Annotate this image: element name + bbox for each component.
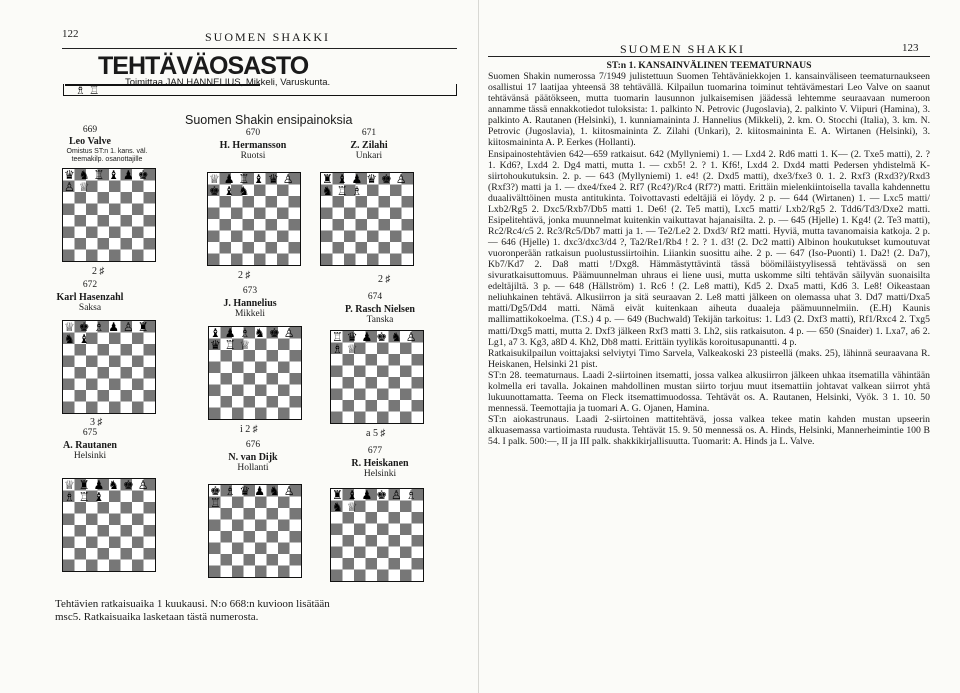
problem-number: 673 <box>242 286 258 296</box>
problem-country: Hollanti <box>237 463 269 473</box>
article-paragraph: ST:n 28. teematurnaus. Laadi 2-siirtoinen itsematti, jossa valkea alkusiirron jälkeen uhkaa itsematilla vähintään kolmella eri tavalla. Jokainen mahdollinen mustan siirto torjuu muut itsemattiin johtavat valkean siirrot yhtä lukuunottamatta. Teema on Fleck itsemattimuodossa. Tehtävät os. A. Rautanen, Helsinki, Vyök. 3 1. 10. 50 mennessä. Teemottajia ja tuomari A. G. Ojanen, Hamina. <box>488 369 930 414</box>
problem-number: 674 <box>367 292 383 302</box>
footer-note-2: msc5. Ratkaisuaika lasketaan tästä numerosta. <box>55 611 259 623</box>
section-title: TEHTÄVÄOSASTO <box>98 52 309 80</box>
problem-author: N. van Dijk <box>228 452 278 463</box>
right-running-head: SUOMEN SHAKKI <box>620 42 746 56</box>
chess-diagram: ♛ ♞ ♖ ♝ ♟ ♚ ♙ ♕ <box>62 168 156 262</box>
problem-number: 669 <box>82 125 98 135</box>
problem-author: H. Hermansson <box>219 140 287 151</box>
page-gutter <box>478 0 479 693</box>
problem-country: Ruotsi <box>240 151 266 161</box>
problem-author: P. Rasch Nielsen <box>345 304 415 315</box>
chess-diagram: ♜ ♝ ♟ ♛ ♚ ♙ ♞ ♖ ♗ <box>320 172 414 266</box>
problem-country: Helsinki <box>73 451 107 461</box>
problem-number: 672 <box>82 280 98 290</box>
right-page-number: 123 <box>902 42 919 54</box>
left-page-number: 122 <box>62 28 79 40</box>
chess-diagram: ♚ ♗ ♛ ♟ ♞ ♙ ♖ <box>208 484 302 578</box>
chess-diagram: ♕ ♟ ♖ ♝ ♛ ♙ ♚ ♝ ♞ <box>207 172 301 266</box>
chess-diagram: ♜ ♝ ♟ ♚ ♙ ♗ ♞ ♕ <box>330 488 424 582</box>
problem-author: Z. Zilahi <box>350 140 388 151</box>
chess-diagram: ♝ ♟ ♗ ♞ ♚ ♙ ♛ ♖ ♕ <box>208 326 302 420</box>
problem-author: R. Heiskanen <box>351 458 409 469</box>
left-running-head: SUOMEN SHAKKI <box>205 30 331 44</box>
problem-country: Unkari <box>355 151 383 161</box>
problem-number: 677 <box>367 446 383 456</box>
chess-diagram: ♕ ♚ ♗ ♟ ♙ ♜ ♞ ♝ <box>62 320 156 414</box>
stipulation: 2 ♯ <box>378 274 391 285</box>
problem-country: Mikkeli <box>234 309 266 319</box>
stipulation: 2 ♯ <box>238 270 251 281</box>
chess-diagram: ♕ ♜ ♟ ♞ ♚ ♙ ♗ ♖ ♝ <box>62 478 156 572</box>
article-paragraph: Suomen Shakin numerossa 7/1949 julistettuun Suomen Tehtäväniekkojen 1. kansainväliseen teematurnaukseen osallistui 17 laatijaa yhteensä 38 tehtävällä. Kilpailun tuomarina toiminut tehtävämestari Leo Valve on saanut tehtävänsä päätökseen, mutta tuomarin lausunnon julkaisemisen jäädessä lehtemme seuraavaan numeroon annamme tässä ennakkotiedot tuloksista: 1. palkinto N. Petrovic (Jugoslavia), 2. palkinto V. Viipuri (Hamina), 3. palkinto A. Rautanen (Helsinki), 1. kunniamaininta J. Hannelius (Mikkeli), 2. km. O. Stocchi (Italia), 3. km. N. Petrovic (Jugoslavia), 1. kiitosmaininta Z. Zilahi (Unkari), 2. kiitosmaininta E. A. Wirtanen (Helsinki), 3. kiitosmaininta A. P. Eerkes (Hollanti). <box>488 71 930 149</box>
stipulation: 2 ♯ <box>92 266 105 277</box>
chess-ornament-icon: ♗ ♖ <box>75 83 100 97</box>
article-paragraph: Ensipainostehtävien 642—659 ratkaisut. 642 (Myllyniemi) 1. — Lxd4 2. Rd6 matti 1. K— (2. Txe5 matti), 2. ? 1. Kd6?, Lxd4 2. Dg4 matti, mutta 1. — cxb5! 2. ? 1. Kf6!, Lxd4 2. Dxd4 matti Pedersen yhdistelmä K-siirtohoukutuksin. 2. p. — 643 (Myllyniemi) 1. e4! (2. Dxd5 matti), dxe3/fxe3 0. 1. 2. Rxf3 (Rxd3?)/Rxd3 (Rxf3?) matti ja 1. — dxe4/fxe4 2. Rf7 (Rc4?)/Rc4 (Rf7?) matti. Erittäin mielenkiintoisella tavalla kahdennettu duaalivälttöinen musta antitukinta. Toivottavasti edeltäjiä ei löydy. 2 p. — 644 (Wirtanen) 1. — Lxc5 matti/ Lxb2/Rg5 2. Dxc5/Rxb7/Db5 matti 1. De6! (2. Te5 matti), Lxc5 matti/ Lxb2/Rg5 2. Tdd6/Td3/Dxe2 matti. Esipelitehtävä, jonka muunnelmat kuitenkin vaikuttavat hajanaisilta. 2. p. — 645 (Hjelle) 1. Kg4! (2. Te3 matti), Rc2/Rc4/c5 2. Rc3/Rc5/Db7 matti ja 1. — Te2/Le2 2. Dxd3/ Rf2 matti. Hyviä, mutta tavanomaisia katkoja. 2 p. — 646 (Hjelle) 1. dxc3/dxc3/d4 ?, Ta2/Re1/Rb4 ! 2. ? 1. d3! (2. Dc2 matti) Albinon houkutukset kumoutuvat vuoronperään ratkaisun puolustussiirtoihin. Liiankin suosittu aihe. 2 p. — 647 (Iso-Puonti) 1. Da2! (2. Da7), Kb7/Kd7 2. Da8 matti !/Dxg8. Hämmästyttävintä tässä böömiläistyylisessä tehtävässä on sen sivuratkaisuttomuus. Päämuunnelman uhraus ei liene uusi, mutta uskomme silti tehtävän säilyvän suonaisilta edeltäjiltä. 3 p. — 648 (Hällström) 1. Rc6 ! (2. Le8 matti), Kd5 2. Dxa5 matti, Kd6 3. Le8! Oikeastaan neliuhkainen tehtävä. Alkusiirron ja sitä seuraavan 2. Le8 matti jälkeen on olemassa uhat 3. Dd7 matti/Dxa5 matti/Dg5/Dd4 matti. Nämä eivät kuitenkaan aiheuta duaaleja päämuunnelmiin. (E.H) Kaunis mallimattikokoelma. (T.S.) 4 p. — 649 (Buchwald) Tekijän tarkoitus: 1. Ld3 (2. Dxf3 matti), Rf1/Rxc4 2. Txg5 matti/Dxg5 matti, mutta 2. Dxf3 jälkeen Rxf3 matti 3. Lh2, siis ratkaisuton. 4 p. — 650 (Snaider) 1. Lxa7, a6 2. Lg1, a7 3. Kg3, a8D 4. Kh2, Db8 matti. Erittäin tyylikäs koroitusapunantti. 4 p. <box>488 148 930 348</box>
section-subtitle: Suomen Shakin ensipainoksia <box>185 113 353 127</box>
stipulation: i 2 ♯ <box>240 424 258 435</box>
problem-author: J. Hannelius <box>223 298 277 309</box>
stipulation: 3 ♯ <box>90 417 103 428</box>
article-heading: ST:n 1. KANSAINVÄLINEN TEEMATURNAUS <box>606 60 812 71</box>
problem-country: Helsinki <box>363 469 397 479</box>
problem-number: 676 <box>245 440 261 450</box>
editor-credit: Toimittaa JAN HANNELIUS, Mikkeli, Varuskunta. <box>125 77 331 88</box>
problem-country: Saksa <box>78 303 102 313</box>
stipulation: a 5 ♯ <box>366 428 386 439</box>
article-paragraph: Ratkaisukilpailun voittajaksi selviytyi Timo Sarvela, Valkeakoski 23 pisteellä (maks. 25), lähinnä seuraavana R. Heiskanen, Helsinki 21 pist. <box>488 347 930 370</box>
problem-author: A. Rautanen <box>63 440 117 451</box>
article-column <box>488 60 930 447</box>
article-paragraph: ST:n aiokastrunaus. Laadi 2-siirtoinen mattitehtävä, jossa valkea tekee matin kahden mustan upseerin alkuasemassa vartioimasta ruudusta. Tehtävät 15. 9. 50 mennessä os. A. Hinds, Helsinki, Mannerheimintie 100 B 54. I palk. 500:—, II ja III palk. shakkikirjallisuutta. Tuomarit: A. Hinds ja L. Valve. <box>488 414 930 448</box>
problem-author: Leo Valve <box>69 136 111 147</box>
footer-note-1: Tehtävien ratkaisuaika 1 kuukausi. N:o 668:n kuvioon lisätään <box>55 598 330 610</box>
problem-number: 675 <box>82 428 98 438</box>
problem-country: Tanska <box>366 315 394 325</box>
chess-diagram: ♖ ♛ ♟ ♚ ♞ ♙ ♗ ♕ <box>330 330 424 424</box>
dedication-note: Omistus ST:n 1. kans. väl. teemakilp. osanottajille <box>66 148 148 163</box>
problem-number: 670 <box>245 128 261 138</box>
problem-author: Karl Hasenzahl <box>56 292 124 303</box>
problem-number: 671 <box>361 128 377 138</box>
